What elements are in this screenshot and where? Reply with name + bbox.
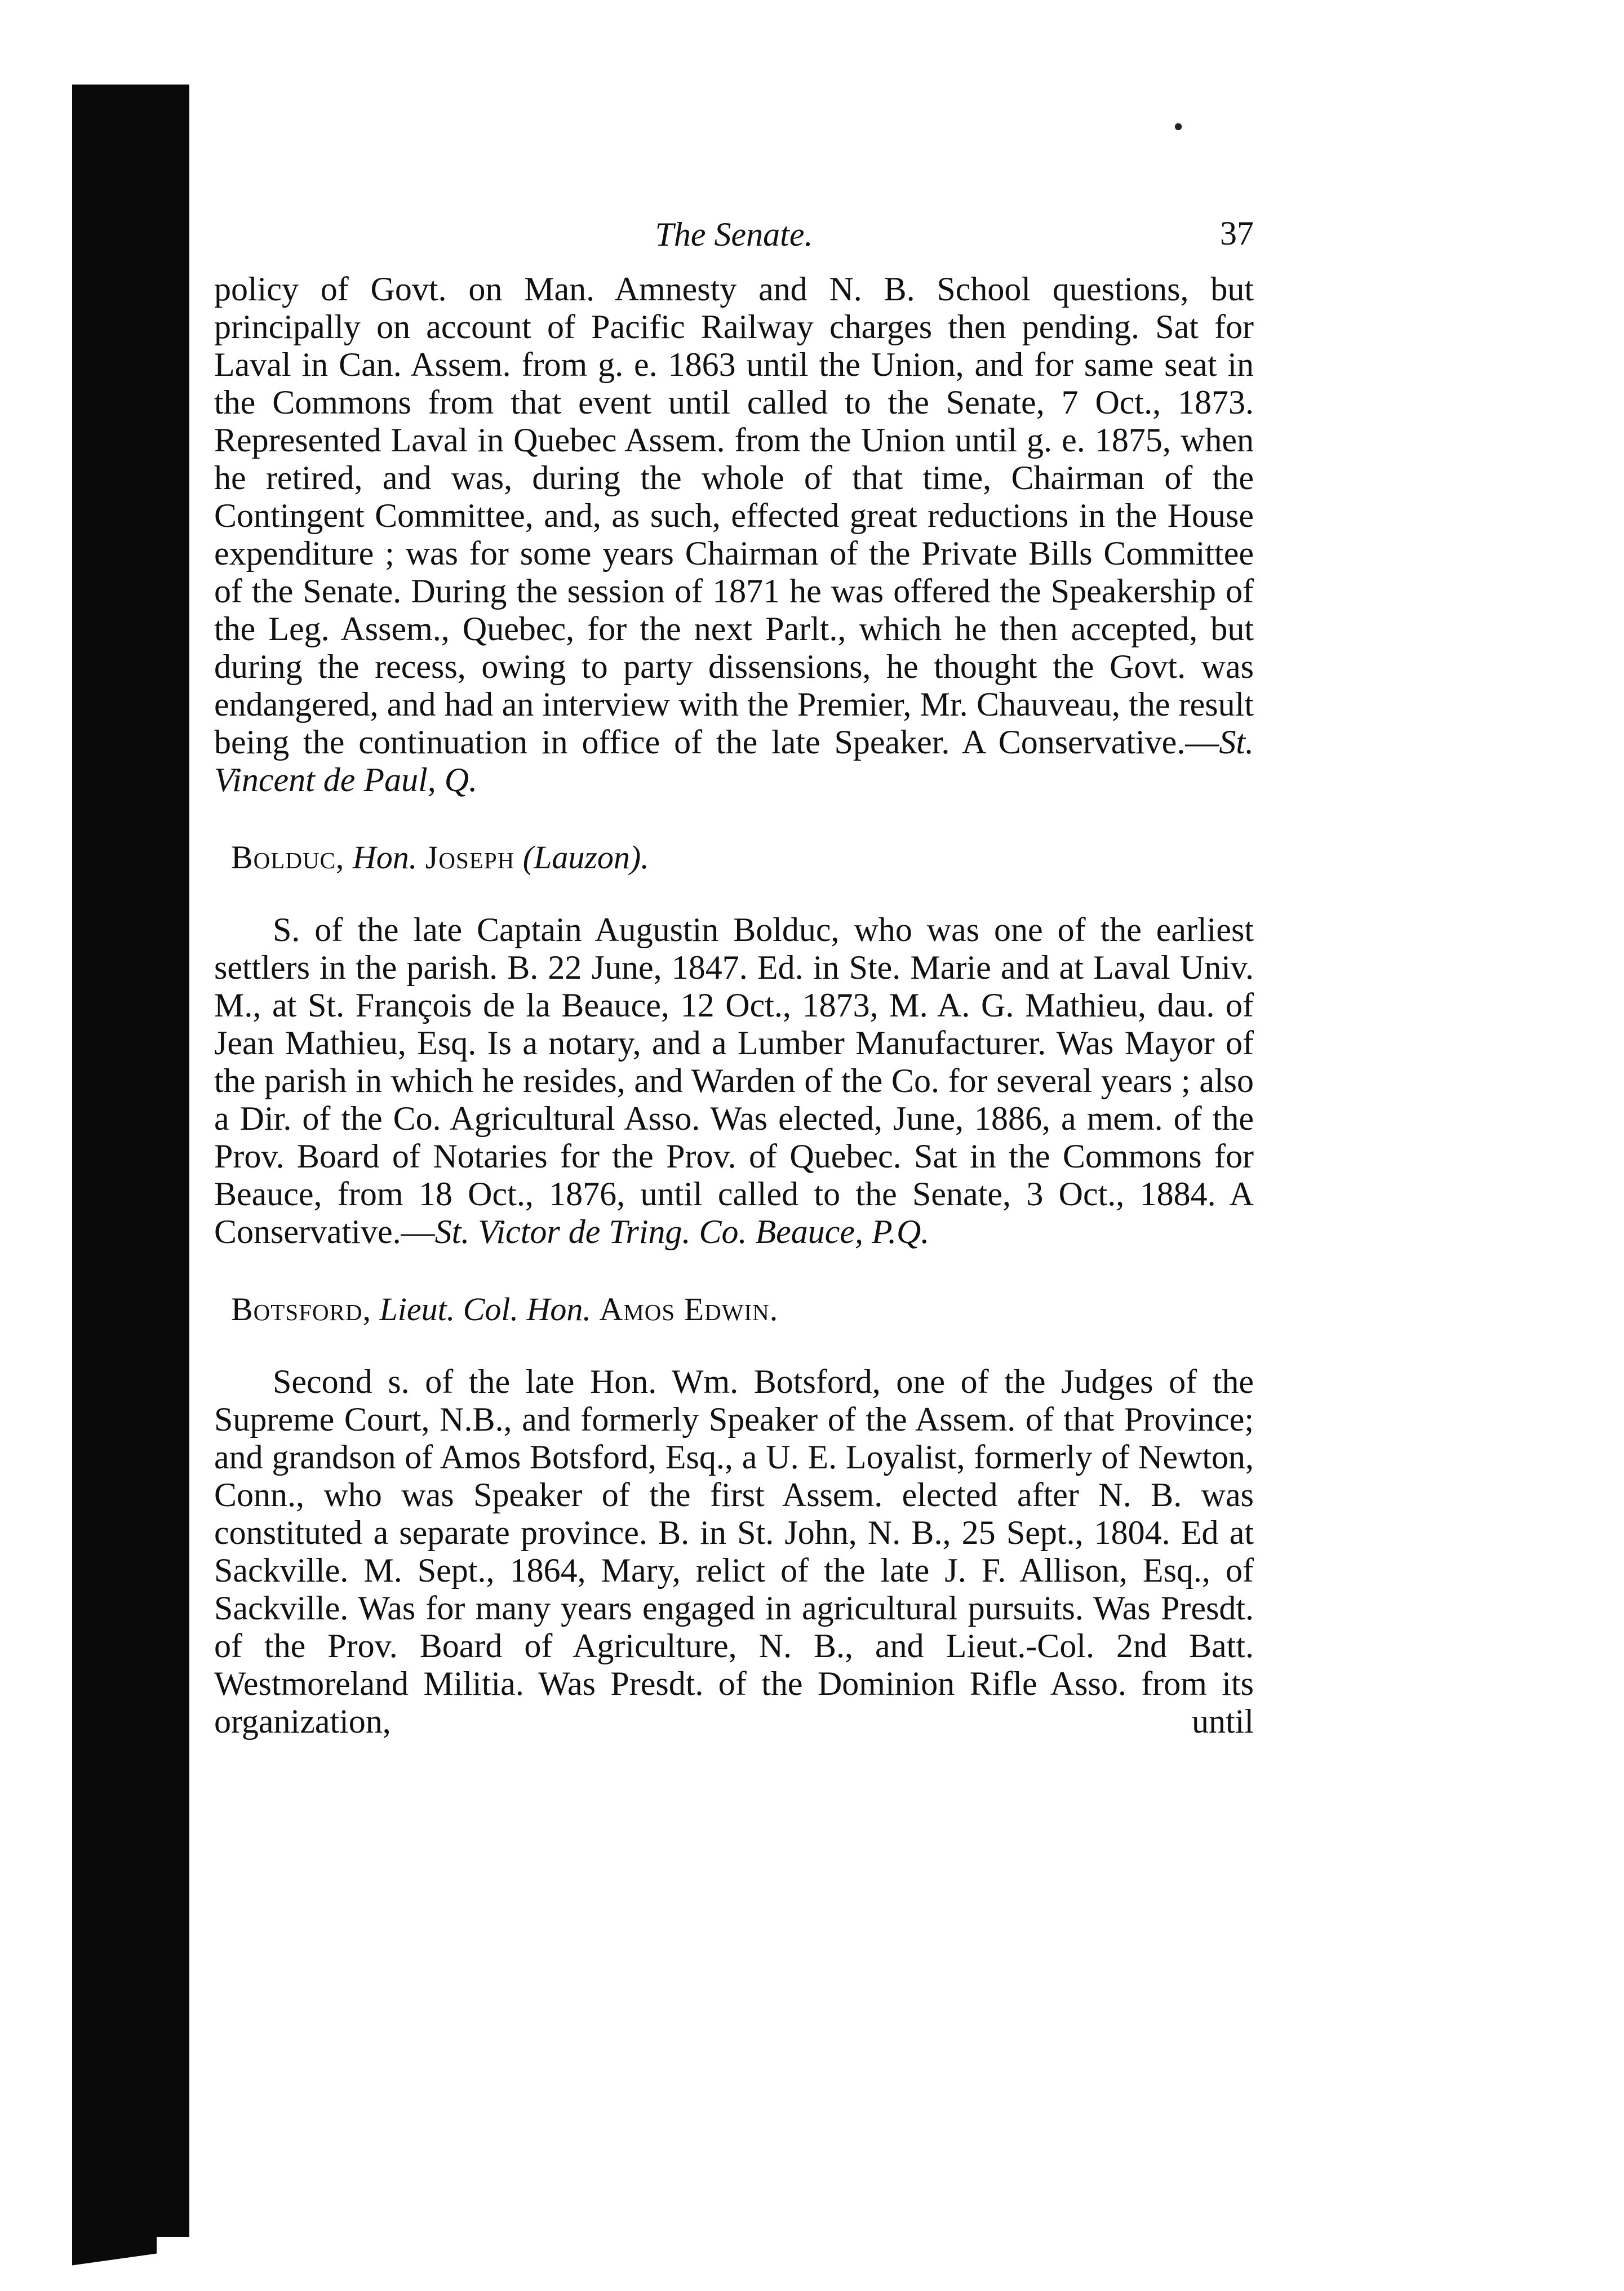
entry-title: Lieut. Col. Hon.: [379, 1291, 591, 1327]
continued-entry-text: [214, 270, 1254, 799]
continued-entry-residence: St. Vincent de Paul, Q.: [214, 723, 1254, 798]
entry-body-text: Second s. of the late Hon. Wm. Botsford, one of the Judges of the Supreme Court, N.B., and formerly Speaker of the Assem. of that Province; and grandson of Amos Botsford, Esq., a U. E. Loyalist, formerly of Newton, Conn., who was Speaker of the first Assem. elected after N. B. was constituted a separate province. B. in St. John, N. B., 25 Sept., 1804. Ed at Sackville. M. Sept., 1864, Mary, relict of the late J. F. Allison, Esq., of Sackville. Was for many years engaged in agricultural pursuits. Was Presdt. of the Prov. Board of Agriculture, N. B., and Lieut.-Col. 2nd Batt. Westmoreland Militia. Was Presdt. of the Dominion Rifle Asso. from its organization, until: [214, 1363, 1254, 1740]
page-number: 37: [1220, 215, 1254, 252]
entry-division: (Lauzon).: [522, 839, 649, 876]
entry-body-text: S. of the late Captain Augustin Bolduc, who was one of the earliest settlers in the parish. B. 22 June, 1847. Ed. in Ste. Marie and at Laval Univ. M., at St. François de la Beauce, 12 Oct., 1873, M. A. G. Mathieu, dau. of Jean Mathieu, Esq. Is a notary, and a Lumber Manufacturer. Was Mayor of the parish in which he resides, and Warden of the Co. for several years ; also a Dir. of the Co. Agricultural Asso. Was elected, June, 1886, a mem. of the Prov. Board of Notaries for the Prov. of Quebec. Sat in the Commons for Beauce, from 18 Oct., 1876, until called to the Senate, 3 Oct., 1884. A Conservative.—: [214, 911, 1254, 1250]
page-text-column: [214, 208, 1254, 1741]
entry-given-names: Joseph: [425, 839, 515, 876]
ink-speck: •: [1173, 111, 1184, 143]
entry-title: Hon.: [352, 839, 418, 876]
continued-entry-body: policy of Govt. on Man. Amnesty and N. B. School questions, but principally on account of Pacific Railway charges then pending. Sat for Laval in Can. Assem. from g. e. 1863 until the Union, and for same seat in the Commons from that event until called to the Senate, 7 Oct., 1873. Represented Laval in Quebec Assem. from the Union until g. e. 1875, when he retired, and was, during the whole of that time, Chairman of the Contingent Committee, and, as such, effected great reductions in the House expenditure ; was for some years Chairman of the Private Bills Committee of the Senate. During the session of 1871 he was offered the Speakership of the Leg. Assem., Quebec, for the next Parlt., which he then accepted, but during the recess, owing to party dissensions, he thought the Govt. was endangered, and had an interview with the Premier, Mr. Chauveau, the result being the continuation in office of the late Speaker. A Conservative.—: [214, 270, 1254, 761]
running-head: [214, 208, 1254, 270]
entry-residence: St. Victor de Tring. Co. Beauce, P.Q.: [434, 1213, 930, 1250]
entry-surname: Botsford,: [231, 1291, 372, 1327]
entry-body-bolduc: [214, 911, 1254, 1251]
entry-given-names: Amos Edwin.: [599, 1291, 779, 1327]
entry-heading-bolduc: [231, 838, 1254, 876]
entry-heading-botsford: [231, 1290, 1254, 1328]
entry-surname: Bolduc,: [231, 839, 345, 876]
running-title: The Senate.: [655, 216, 813, 253]
binding-shadow: [72, 85, 189, 2237]
entry-body-botsford: [214, 1363, 1254, 1741]
